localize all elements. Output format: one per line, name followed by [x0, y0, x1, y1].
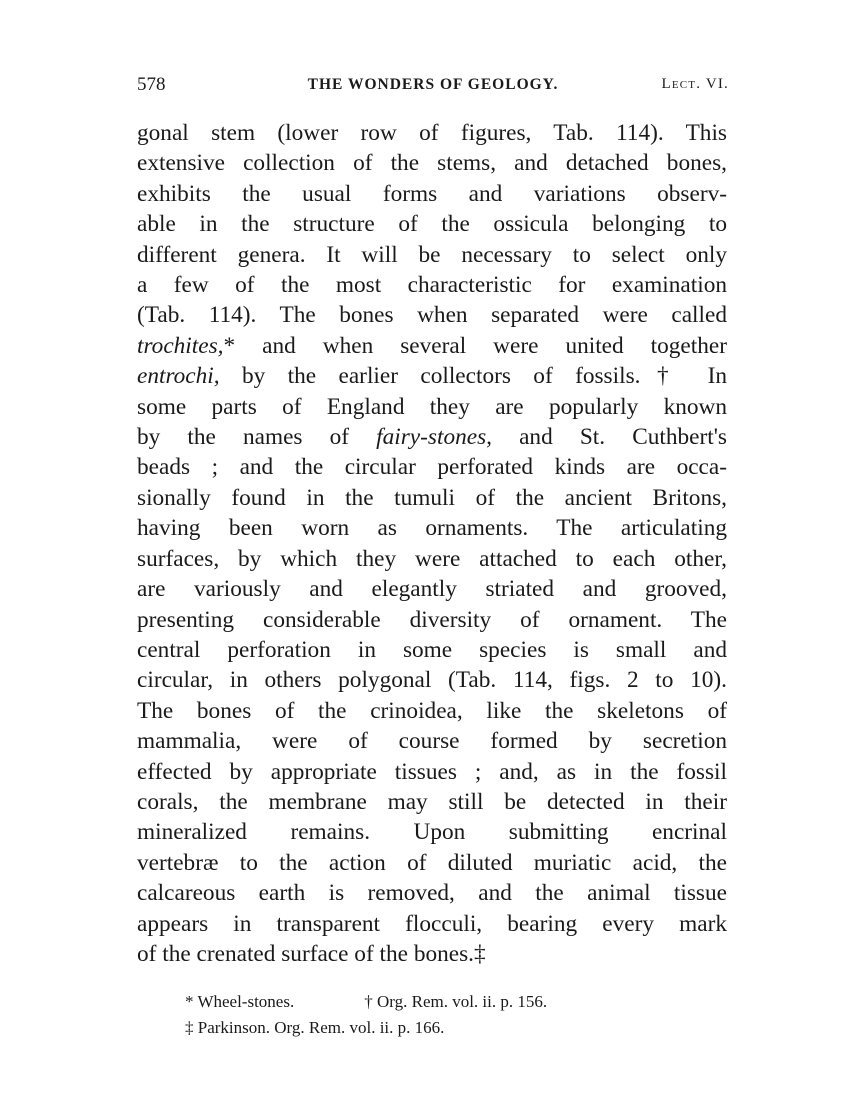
italic-term: entrochi, [137, 363, 220, 390]
footnote-line-1 [185, 989, 725, 1015]
text-line: (Tab. 114). The bones when separated were called [137, 302, 727, 329]
footnote-star: * Wheel-stones. [185, 992, 295, 1011]
text-line: sionally found in the tumuli of the ancient Britons, [137, 484, 727, 511]
lecture-label: Lect. VI. [661, 76, 729, 92]
text-line: vertebræ to the action of diluted muriatic acid, the [137, 849, 727, 876]
text-line: circular, in others polygonal (Tab. 114, figs. 2 to 10). [137, 667, 727, 694]
text-line: mineralized remains. Upon submitting encrinal [137, 819, 727, 846]
text-line [137, 331, 727, 361]
text-line: presenting considerable diversity of ornament. The [137, 606, 727, 633]
text-line: corals, the membrane may still be detected in their [137, 788, 727, 815]
text-line: some parts of England they are popularly known [137, 393, 727, 420]
text-line: of the crenated surface of the bones.‡ [137, 940, 486, 967]
body-text [137, 118, 727, 969]
text-line: are variously and elegantly striated and grooved, [137, 576, 727, 603]
footnote-line-2 [185, 1015, 725, 1041]
footnote-dagger: † Org. Rem. vol. ii. p. 156. [364, 992, 548, 1011]
running-title: THE WONDERS OF GEOLOGY. [307, 76, 559, 93]
text-line: having been worn as ornaments. The articulating [137, 515, 727, 542]
text-segment: by the names of [137, 424, 377, 451]
italic-term: fairy-stones, [376, 424, 492, 451]
text-line: beads ; and the circular perforated kinds are occa- [137, 454, 727, 481]
text-line: effected by appropriate tissues ; and, as in the fossil [137, 758, 727, 785]
text-line: extensive collection of the stems, and detached bones, [137, 150, 727, 177]
text-line: gonal stem (lower row of figures, Tab. 114). This [137, 120, 727, 146]
text-segment: and St. Cuthbert's [491, 424, 727, 451]
text-line: mammalia, were of course formed by secretion [137, 728, 727, 755]
text-line: different genera. It will be necessary to select only [137, 241, 727, 268]
text-line: calcareous earth is removed, and the animal tissue [137, 880, 727, 907]
text-line: central perforation in some species is small and [137, 636, 727, 663]
running-header [137, 74, 729, 100]
text-line: appears in transparent flocculi, bearing every mark [137, 910, 727, 937]
text-segment: * and when several were united together [223, 332, 727, 359]
footnotes [185, 989, 725, 1041]
text-line: exhibits the usual forms and variations observ- [137, 180, 727, 207]
text-line [137, 422, 727, 452]
page-number: 578 [137, 74, 166, 95]
text-line: The bones of the crinoidea, like the skeletons of [137, 697, 727, 724]
text-line: a few of the most characteristic for examination [137, 272, 727, 299]
text-line: surfaces, by which they were attached to each other, [137, 545, 727, 572]
text-line: able in the structure of the ossicula belonging to [137, 211, 727, 238]
text-segment: by the earlier collectors of fossils.† In [219, 363, 727, 390]
footnote-double-dagger: ‡ Parkinson. Org. Rem. vol. ii. p. 166. [185, 1018, 445, 1037]
text-line [137, 361, 727, 391]
italic-term: trochites, [137, 332, 224, 359]
